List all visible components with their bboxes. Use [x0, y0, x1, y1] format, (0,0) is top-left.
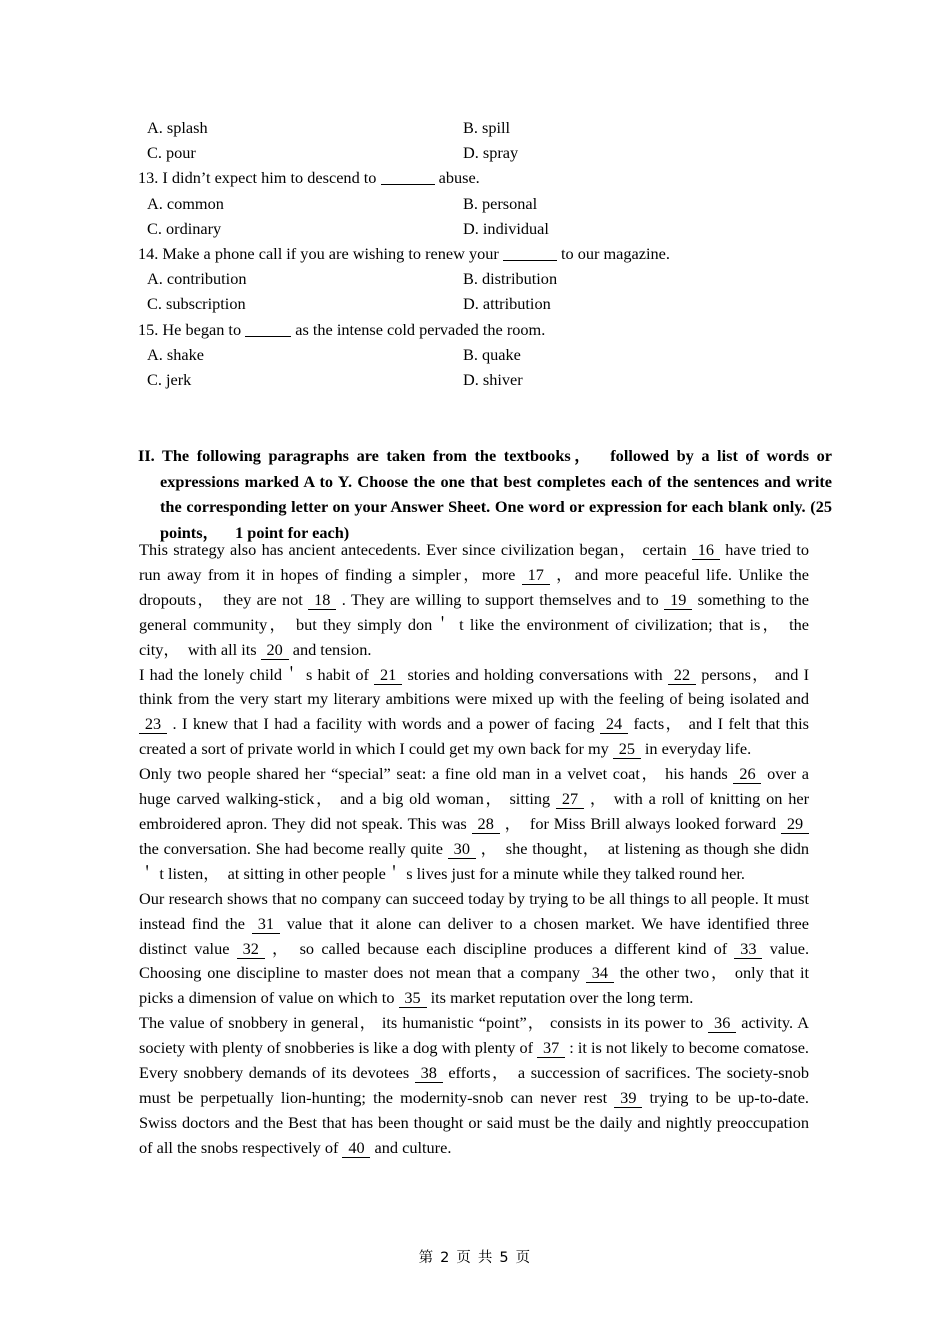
option-d[interactable]: D. attribution	[463, 294, 551, 314]
option-c[interactable]: C. pour	[147, 143, 196, 163]
option-a[interactable]: A. common	[147, 193, 224, 213]
para-miss-brill: Only two people shared her “special” seat: a fine old man in a velvet coat， his hands 26 over a huge carved walking-stick， and a big old woman， sitting 27 ， with a roll of knitting on her embroidered apron. They did not speak. This was 28 ， for Miss Brill always looked forward 29 the conversation. She had become really quite 30 ， she thought， at listening as though she didn＇ t listen， at sitting in other people＇ s lives just for a minute while they talked round her.	[139, 764, 810, 883]
answer-blank-22[interactable]: 22	[668, 666, 696, 685]
answer-blank-20[interactable]: 20	[261, 641, 289, 660]
para-lonely-child: I had the lonely child＇ s habit of 21 stories and holding conversations with 22 persons， and I think from the very start my literary ambitions were mixed up with the feeling of being isolated and 23 . I knew that I had a facility with words and a power of facing 24 facts， and I felt that this created a sort of private world in which I could get my own back for my 25 in everyday life.	[139, 664, 810, 759]
answer-blank-36[interactable]: 36	[708, 1014, 736, 1033]
option-c[interactable]: C. subscription	[147, 294, 246, 314]
question-stem-15	[138, 317, 818, 342]
answer-blank-28[interactable]: 28	[472, 815, 500, 834]
answer-blank-37[interactable]: 37	[537, 1039, 565, 1058]
answer-blank-24[interactable]: 24	[600, 715, 628, 734]
question-text-after: to our magazine.	[560, 244, 670, 264]
question-text-before: 13. I didn’t expect him to descend to	[138, 168, 377, 188]
answer-blank-26[interactable]: 26	[733, 765, 761, 784]
cloze-passages	[139, 538, 809, 1161]
option-row	[138, 140, 818, 165]
answer-blank-30[interactable]: 30	[448, 840, 476, 859]
answer-blank-19[interactable]: 19	[664, 591, 692, 610]
answer-blank-18[interactable]: 18	[308, 591, 336, 610]
answer-blank-27[interactable]: 27	[556, 790, 584, 809]
option-b[interactable]: B. quake	[463, 344, 521, 364]
question-text-after: abuse.	[438, 168, 480, 188]
option-row	[138, 191, 818, 216]
option-b[interactable]: B. distribution	[463, 269, 558, 289]
section-instruction: II. The following paragraphs are taken from the textbooks， followed by a list of words or expressions marked A to Y. Choose the one that best completes each of the sentences and write the corresponding letter on your Answer Sheet. One word or expression for each blank only. (25 points， 1 point for each)	[138, 446, 832, 542]
answer-blank-21[interactable]: 21	[374, 666, 402, 685]
option-row	[138, 266, 818, 291]
option-a[interactable]: A. splash	[147, 118, 208, 137]
option-c[interactable]: C. jerk	[147, 370, 192, 390]
answer-blank-32[interactable]: 32	[237, 940, 265, 959]
question-stem-13	[138, 165, 818, 190]
option-row	[138, 367, 818, 392]
question-text-after: as the intense cold pervaded the room.	[295, 319, 546, 339]
answer-blank-31[interactable]: 31	[252, 915, 280, 934]
answer-blank-38[interactable]: 38	[415, 1064, 443, 1083]
option-b[interactable]: B. spill	[463, 118, 511, 137]
answer-blank[interactable]	[381, 184, 435, 185]
answer-blank[interactable]	[503, 260, 557, 261]
option-c[interactable]: C. ordinary	[147, 218, 222, 238]
option-row	[138, 291, 818, 316]
para-snobbery: The value of snobbery in general， its humanistic “point”， consists in its power to 36 activity. A society with plenty of snobberies is like a dog with plenty of 37 : it is not likely to become comatose. Every snobbery demands of its devotees 38 efforts， a succession of sacrifices. The society-snob must be perpetually lion-hunting; the modernity-snob can never rest 39 trying to be up-to-date. Swiss doctors and the Best that has been thought or said must be the daily and nightly preoccupation of all the snobs respectively of 40 and culture.	[139, 1013, 810, 1157]
option-row	[138, 342, 818, 367]
option-a[interactable]: A. contribution	[147, 269, 247, 289]
answer-blank-34[interactable]: 34	[586, 964, 614, 983]
answer-blank-16[interactable]: 16	[692, 541, 720, 560]
question-text-before: 14. Make a phone call if you are wishing to renew your	[138, 244, 499, 264]
option-a[interactable]: A. shake	[147, 344, 204, 364]
question-stem-14	[138, 241, 818, 266]
option-d[interactable]: D. spray	[463, 143, 519, 163]
answer-blank-25[interactable]: 25	[613, 740, 641, 759]
multiple-choice-section	[138, 115, 818, 392]
answer-blank-39[interactable]: 39	[614, 1089, 642, 1108]
answer-blank-29[interactable]: 29	[781, 815, 809, 834]
option-d[interactable]: D. individual	[463, 218, 549, 238]
option-b[interactable]: B. personal	[463, 193, 538, 213]
answer-blank[interactable]	[245, 336, 291, 337]
question-text-before: 15. He began to	[138, 319, 242, 339]
option-row	[138, 115, 818, 140]
option-row	[138, 216, 818, 241]
para-research: Our research shows that no company can succeed today by trying to be all things to all people. It must instead find the 31 value that it alone can deliver to a chosen market. We have identified three distinct value 32 ， so called because each discipline produces a different kind of 33 value. Choosing one discipline to master does not mean that a company 34 the other two， only that it picks a dimension of value on which to 35 its market reputation over the long term.	[139, 888, 810, 1008]
answer-blank-40[interactable]: 40	[342, 1139, 370, 1158]
page-footer: 第 2 页 共 5 页	[418, 1250, 532, 1266]
para-antecedents: This strategy also has ancient antecedents. Ever since civilization began， certain 16 have tried to run away from it in hopes of finding a simpler，more 17 ，and more peaceful life. Unlike the dropouts， they are not 18 . They are willing to support themselves and to 19 something to the general community， but they simply don＇ t like the environment of civilization; that is， the city， with all its 20 and tension.	[139, 540, 810, 659]
option-d[interactable]: D. shiver	[463, 370, 523, 390]
answer-blank-17[interactable]: 17	[522, 566, 550, 585]
answer-blank-33[interactable]: 33	[734, 940, 762, 959]
answer-blank-35[interactable]: 35	[399, 989, 427, 1008]
answer-blank-23[interactable]: 23	[139, 715, 167, 734]
